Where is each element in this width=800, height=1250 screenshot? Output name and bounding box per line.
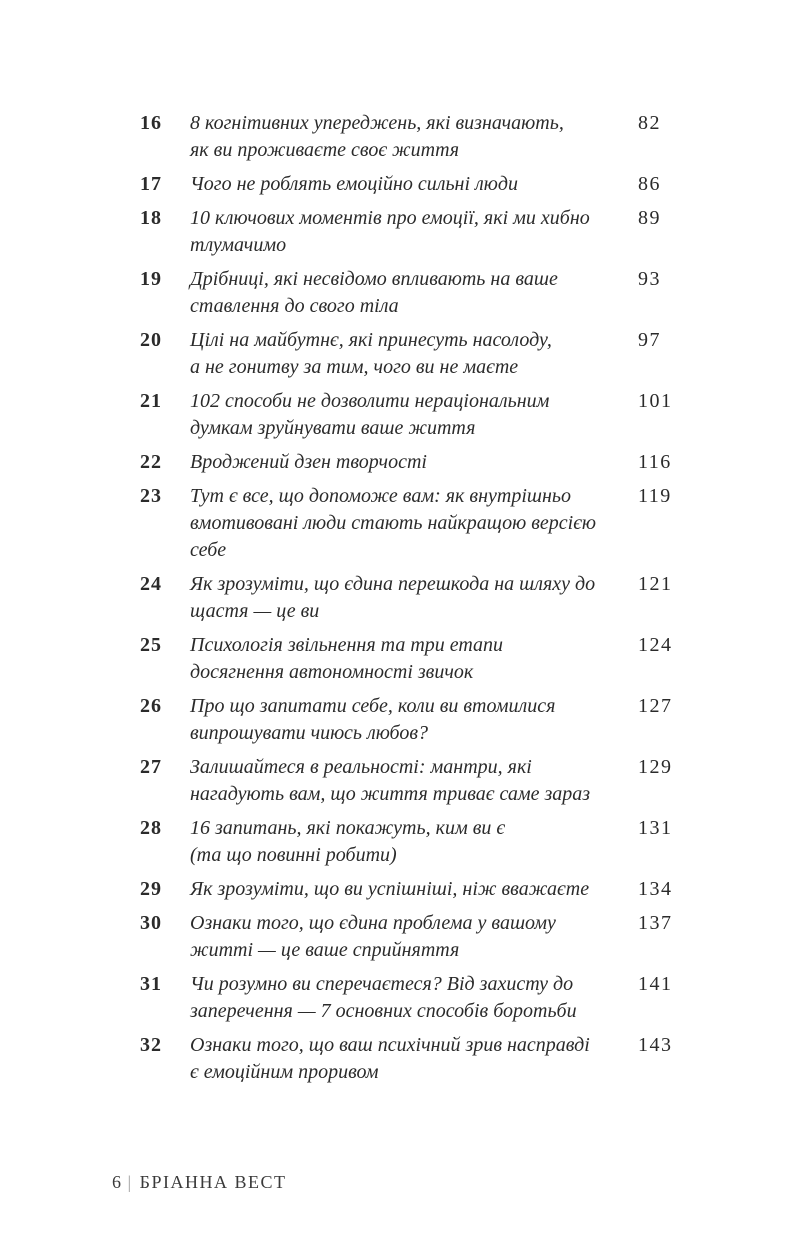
toc-entry [140,1032,680,1086]
chapter-title-line: випрошувати чиюсь любов? [190,722,429,744]
toc-entry [140,388,680,442]
chapter-page-number: 86 [638,173,661,195]
chapter-title [190,483,638,564]
chapter-title [190,910,638,964]
toc-entry [140,815,680,869]
chapter-title [190,571,638,625]
chapter-title [190,815,638,869]
toc-entry [140,876,680,903]
chapter-title-line: Психологія звільнення та три етапи [190,634,504,656]
chapter-page-number: 82 [638,112,661,134]
footer-separator: | [127,1172,133,1192]
chapter-title-line: ставлення до свого тіла [190,295,399,317]
chapter-title [190,971,638,1025]
toc-entry [140,971,680,1025]
toc-entry [140,266,680,320]
chapter-number: 27 [140,756,162,778]
chapter-title-line: Тут є все, що допоможе вам: як внутрішньо [190,485,571,507]
chapter-number: 31 [140,973,162,995]
chapter-title-line: 16 запитань, які покажуть, ким ви є [190,817,506,839]
chapter-title-line: Як зрозуміти, що ви успішніші, ніж вважаєте [190,878,590,900]
chapter-page-number: 129 [638,756,673,778]
table-of-contents [140,110,680,1093]
chapter-page-number: 127 [638,695,673,717]
chapter-number: 30 [140,912,162,934]
chapter-number: 16 [140,112,162,134]
chapter-number: 32 [140,1034,162,1056]
chapter-title-line: тлумачимо [190,234,287,256]
chapter-title-line: а не гонитву за тим, чого ви не маєте [190,356,519,378]
toc-entry [140,571,680,625]
chapter-number: 28 [140,817,162,839]
chapter-number: 23 [140,485,162,507]
chapter-number: 26 [140,695,162,717]
chapter-title-line: досягнення автономності звичок [190,661,474,683]
chapter-page-number: 143 [638,1034,673,1056]
chapter-title-line: 8 когнітивних упереджень, які визначають, [190,112,564,134]
chapter-page-number: 89 [638,207,661,229]
toc-entry [140,483,680,564]
chapter-page-number: 93 [638,268,661,290]
chapter-title-line: Чого не роблять емоційно сильні люди [190,173,518,195]
chapter-page-number: 121 [638,573,673,595]
chapter-title [190,171,638,198]
chapter-number: 20 [140,329,162,351]
chapter-title-line: Ознаки того, що ваш психічний зрив насправді [190,1034,590,1056]
chapter-title [190,449,638,476]
chapter-number: 22 [140,451,162,473]
chapter-number: 25 [140,634,162,656]
chapter-title-line: думкам зруйнувати ваше життя [190,417,476,439]
chapter-title-line: 10 ключових моментів про емоції, які ми хибно [190,207,590,229]
chapter-title-line: себе [190,539,227,561]
toc-entry [140,632,680,686]
toc-entry [140,910,680,964]
toc-entry [140,449,680,476]
folio-page-number: 6 [112,1172,123,1192]
chapter-title-line: нагадують вам, що життя триває саме зараз [190,783,591,805]
chapter-title [190,1032,638,1086]
chapter-title-line: Цілі на майбутнє, які принесуть насолоду, [190,329,552,351]
chapter-title [190,205,638,259]
chapter-title-line: Чи розумно ви сперечаєтеся? Від захисту до [190,973,574,995]
running-head-author: БРІАННА ВЕСТ [139,1172,287,1192]
chapter-title-line: Залишайтеся в реальності: мантри, які [190,756,532,778]
toc-entry [140,110,680,164]
toc-entry [140,327,680,381]
chapter-title-line: Про що запитати себе, коли ви втомилися [190,695,556,717]
chapter-title-line: вмотивовані люди стають найкращою версією [190,512,597,534]
chapter-title [190,327,638,381]
chapter-title [190,754,638,808]
toc-entry [140,754,680,808]
chapter-page-number: 137 [638,912,673,934]
chapter-title [190,876,638,903]
chapter-title-line: є емоційним проривом [190,1061,379,1083]
chapter-title-line: житті — це ваше сприйняття [190,939,460,961]
chapter-number: 29 [140,878,162,900]
chapter-title-line: 102 способи не дозволити нераціональним [190,390,550,412]
chapter-title-line: (та що повинні робити) [190,844,397,866]
chapter-title [190,110,638,164]
chapter-page-number: 134 [638,878,673,900]
chapter-page-number: 124 [638,634,673,656]
chapter-title-line: заперечення — 7 основних способів боротьби [190,1000,577,1022]
chapter-number: 24 [140,573,162,595]
chapter-title-line: Як зрозуміти, що єдина перешкода на шляху до [190,573,596,595]
chapter-title [190,693,638,747]
chapter-page-number: 131 [638,817,673,839]
chapter-title [190,266,638,320]
chapter-page-number: 116 [638,451,672,473]
chapter-title [190,632,638,686]
chapter-title [190,388,638,442]
chapter-title-line: щастя — це ви [190,600,320,622]
toc-entry [140,171,680,198]
page-footer [112,1170,286,1194]
toc-entry [140,205,680,259]
chapter-page-number: 101 [638,390,673,412]
toc-entry [140,693,680,747]
chapter-title-line: Ознаки того, що єдина проблема у вашому [190,912,556,934]
chapter-page-number: 119 [638,485,672,507]
chapter-number: 21 [140,390,162,412]
chapter-number: 18 [140,207,162,229]
chapter-title-line: як ви проживаєте своє життя [190,139,460,161]
chapter-title-line: Вроджений дзен творчості [190,451,427,473]
chapter-number: 17 [140,173,162,195]
chapter-page-number: 97 [638,329,661,351]
chapter-number: 19 [140,268,162,290]
chapter-title-line: Дрібниці, які несвідомо впливають на ваше [190,268,558,290]
chapter-page-number: 141 [638,973,673,995]
